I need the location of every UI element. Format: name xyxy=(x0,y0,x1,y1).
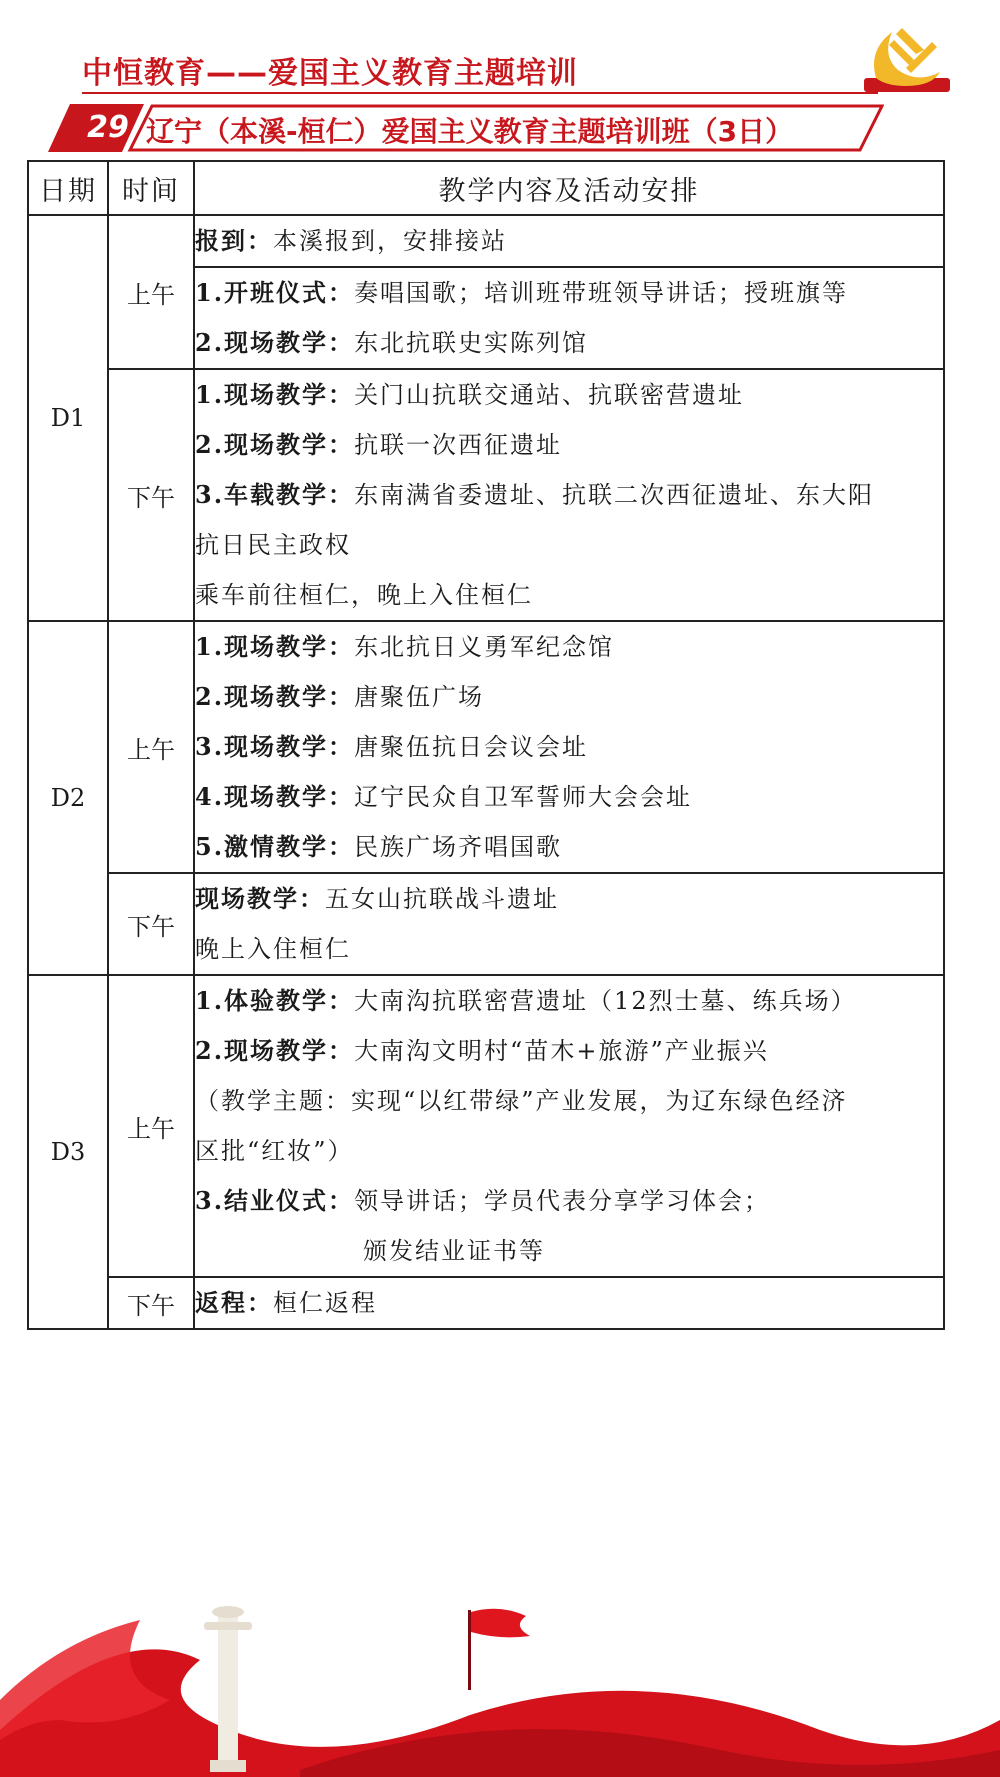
activity-label: 返程： xyxy=(195,1288,273,1317)
activity-line: 抗日民主政权 xyxy=(195,531,351,559)
column-header-time: 时间 xyxy=(108,161,194,215)
period-cell: 下午 xyxy=(108,1277,194,1329)
activity-line xyxy=(195,874,943,924)
period-cell: 下午 xyxy=(108,369,194,621)
activity-label: 2.现场教学： xyxy=(195,430,355,459)
activity-line xyxy=(195,1176,943,1226)
activity-line xyxy=(195,1026,943,1076)
column-header-content: 教学内容及活动安排 xyxy=(194,161,944,215)
activity-label: 4.现场教学： xyxy=(195,782,355,811)
activity-line xyxy=(195,722,943,772)
activity-text: 唐聚伍广场 xyxy=(354,683,485,711)
activity-line xyxy=(195,822,943,872)
activity-text: 东南满省委遗址、抗联二次西征遗址、东大阳 xyxy=(354,481,875,509)
activity-label: 3.结业仪式： xyxy=(195,1186,355,1215)
activity-label: 现场教学： xyxy=(195,884,325,913)
content-cell xyxy=(194,975,944,1277)
activity-label: 3.现场教学： xyxy=(195,732,355,761)
activity-text: 大南沟文明村“苗木+旅游”产业振兴 xyxy=(354,1037,769,1065)
activity-line xyxy=(195,268,943,318)
table-header-row xyxy=(28,161,944,215)
activity-line: （教学主题：实现“以红带绿”产业发展，为辽东绿色经济 xyxy=(195,1087,848,1115)
schedule-table xyxy=(27,160,945,1330)
activity-line xyxy=(195,976,943,1026)
activity-line xyxy=(195,420,943,470)
activity-text: 桓仁返程 xyxy=(273,1289,377,1317)
activity-label: 2.现场教学： xyxy=(195,682,355,711)
table-row xyxy=(28,1277,944,1329)
content-cell xyxy=(194,267,944,369)
activity-line: 乘车前往桓仁，晚上入住桓仁 xyxy=(195,581,533,609)
activity-text: 民族广场齐唱国歌 xyxy=(354,833,563,861)
activity-label: 报到： xyxy=(195,226,273,255)
party-emblem-icon xyxy=(862,20,952,96)
activity-text: 奏唱国歌；培训班带班领导讲话；授班旗等 xyxy=(354,279,849,307)
footer-decoration xyxy=(0,1580,1000,1777)
activity-label: 2.现场教学： xyxy=(195,328,355,357)
activity-text: 唐聚伍抗日会议会址 xyxy=(354,733,589,761)
activity-text: 关门山抗联交通站、抗联密营遗址 xyxy=(354,381,745,409)
activity-text: 东北抗联史实陈列馆 xyxy=(354,329,589,357)
column-header-date: 日期 xyxy=(28,161,108,215)
period-cell: 上午 xyxy=(108,975,194,1277)
activity-label: 1.开班仪式： xyxy=(195,278,355,307)
activity-line xyxy=(195,216,943,266)
title-bar xyxy=(48,104,884,152)
activity-line xyxy=(195,318,943,368)
brand-heading: 中恒教育——爱国主义教育主题培训 xyxy=(82,56,578,91)
activity-line xyxy=(195,1278,943,1328)
brand-divider xyxy=(82,92,878,94)
table-row xyxy=(28,369,944,621)
table-row xyxy=(28,975,944,1277)
table-row xyxy=(28,873,944,975)
activity-text: 辽宁民众自卫军誓师大会会址 xyxy=(354,783,693,811)
activity-label: 2.现场教学： xyxy=(195,1036,355,1065)
activity-line xyxy=(195,772,943,822)
table-row xyxy=(28,215,944,267)
period-cell: 上午 xyxy=(108,621,194,873)
content-cell xyxy=(194,215,944,267)
activity-line: 颁发结业证书等 xyxy=(363,1237,545,1265)
red-flag-icon xyxy=(468,1609,530,1690)
activity-label: 5.激情教学： xyxy=(195,832,355,861)
activity-label: 1.体验教学： xyxy=(195,986,355,1015)
period-cell: 上午 xyxy=(108,215,194,369)
period-cell: 下午 xyxy=(108,873,194,975)
content-cell xyxy=(194,369,944,621)
content-cell xyxy=(194,873,944,975)
activity-line xyxy=(195,370,943,420)
activity-line xyxy=(195,470,943,520)
activity-line: 区批“红妆”） xyxy=(195,1137,354,1165)
activity-text: 大南沟抗联密营遗址（12烈士墓、练兵场） xyxy=(354,987,857,1015)
table-row xyxy=(28,621,944,873)
day-cell: D1 xyxy=(28,215,108,621)
content-cell xyxy=(194,621,944,873)
program-number: 29 xyxy=(87,110,129,145)
activity-line xyxy=(195,622,943,672)
activity-text: 本溪报到，安排接站 xyxy=(273,227,507,255)
day-cell: D3 xyxy=(28,975,108,1329)
activity-text: 五女山抗联战斗遗址 xyxy=(325,885,559,913)
page-title: 辽宁（本溪-桓仁）爱国主义教育主题培训班（3日） xyxy=(146,115,794,148)
activity-label: 3.车载教学： xyxy=(195,480,355,509)
activity-text: 抗联一次西征遗址 xyxy=(354,431,563,459)
activity-text: 东北抗日义勇军纪念馆 xyxy=(354,633,615,661)
day-cell: D2 xyxy=(28,621,108,975)
activity-line: 晚上入住桓仁 xyxy=(195,935,351,963)
activity-label: 1.现场教学： xyxy=(195,380,355,409)
activity-text: 领导讲话；学员代表分享学习体会； xyxy=(354,1187,771,1215)
activity-label: 1.现场教学： xyxy=(195,632,355,661)
activity-line xyxy=(195,672,943,722)
content-cell xyxy=(194,1277,944,1329)
